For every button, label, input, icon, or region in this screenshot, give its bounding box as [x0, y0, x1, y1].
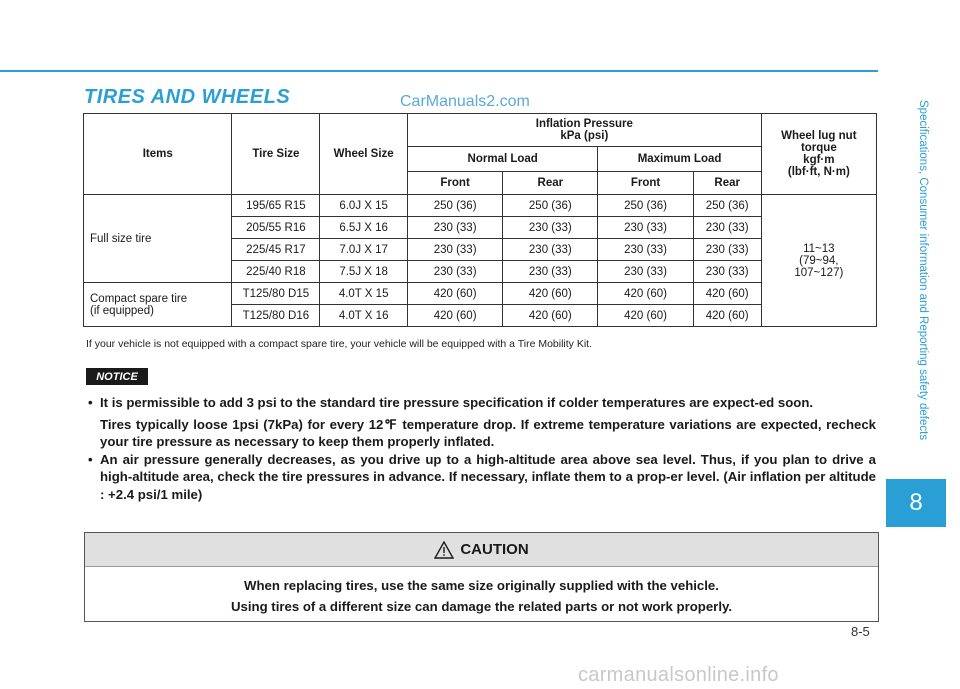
header-inflation: [407, 114, 761, 147]
max-rear-cell: 420 (60): [693, 305, 761, 327]
header-items: Items: [84, 114, 232, 195]
notice-list: [86, 394, 876, 503]
table-row: [84, 283, 877, 305]
max-rear-cell: 230 (33): [693, 239, 761, 261]
normal-rear-cell: 420 (60): [503, 305, 598, 327]
full-size-tire-label: Full size tire: [84, 195, 232, 283]
tire-spec-table: [83, 113, 877, 327]
header-max-front: Front: [598, 172, 693, 195]
normal-rear-cell: 230 (33): [503, 261, 598, 283]
max-front-cell: 230 (33): [598, 239, 693, 261]
wheel-size-cell: 4.0T X 16: [320, 305, 408, 327]
header-normal-front: Front: [407, 172, 502, 195]
max-rear-cell: 230 (33): [693, 217, 761, 239]
caution-body: [85, 567, 878, 617]
compact-spare-label-line2: (if equipped): [90, 304, 154, 317]
normal-rear-cell: 230 (33): [503, 239, 598, 261]
wheel-size-cell: 6.0J X 15: [320, 195, 408, 217]
wheel-size-cell: 7.5J X 18: [320, 261, 408, 283]
normal-front-cell: 230 (33): [407, 239, 502, 261]
notice-item-text: It is permissible to add 3 psi to the standard tire pressure specification if colder temperatures are expect-ed soon.: [100, 395, 814, 410]
normal-front-cell: 230 (33): [407, 217, 502, 239]
caution-line-2: Using tires of a different size can damage the related parts or not work properly.: [231, 599, 732, 614]
header-normal-load: Normal Load: [407, 147, 597, 172]
notice-item-subtext: Tires typically loose 1psi (7kPa) for every 12℉ temperature drop. If extreme temperature variations are expected, recheck your tire pressure as necessary to keep them properly inflated.: [100, 416, 876, 449]
caution-title: CAUTION: [460, 541, 529, 558]
section-title: TIRES AND WHEELS: [84, 86, 291, 108]
top-divider: [0, 70, 878, 72]
max-rear-cell: 230 (33): [693, 261, 761, 283]
max-front-cell: 420 (60): [598, 283, 693, 305]
header-normal-rear: Rear: [503, 172, 598, 195]
wheel-size-cell: 4.0T X 15: [320, 283, 408, 305]
notice-label: NOTICE: [86, 368, 148, 385]
tire-size-cell: 225/45 R17: [232, 239, 320, 261]
notice-item-text: An air pressure generally decreases, as you drive up to a high-altitude area above sea level. Thus, if you plan to drive a high-altitude area, check the tire pressures in advance. If necessary, inflate them to a prop-er level. (Air inflation per altitude : +2.4 psi/1 mile): [100, 451, 876, 502]
table-footnote: If your vehicle is not equipped with a compact spare tire, your vehicle will be equipped with a Tire Mobility Kit.: [86, 338, 592, 350]
torque-value-1: 11~13: [803, 242, 835, 255]
caution-header: [85, 533, 878, 567]
tire-size-cell: T125/80 D16: [232, 305, 320, 327]
header-lug-title: Wheel lug nut torque: [781, 130, 857, 154]
wheel-size-cell: 6.5J X 16: [320, 217, 408, 239]
max-rear-cell: 420 (60): [693, 283, 761, 305]
chapter-number-tab[interactable]: 8: [886, 479, 946, 527]
table-row: [84, 195, 877, 217]
warning-triangle-icon: [434, 541, 454, 559]
normal-front-cell: 250 (36): [407, 195, 502, 217]
torque-cell: [761, 195, 876, 327]
tire-size-cell: T125/80 D15: [232, 283, 320, 305]
normal-front-cell: 420 (60): [407, 283, 502, 305]
page-number: 8-5: [851, 624, 870, 639]
header-lug-unit2: (lbf·ft, N·m): [787, 166, 850, 178]
max-front-cell: 250 (36): [598, 195, 693, 217]
torque-value-3: 107~127): [794, 266, 844, 279]
normal-front-cell: 420 (60): [407, 305, 502, 327]
max-front-cell: 420 (60): [598, 305, 693, 327]
header-lug-unit: kgf·m: [803, 154, 835, 166]
tire-size-cell: 225/40 R18: [232, 261, 320, 283]
header-tire-size: Tire Size: [232, 114, 320, 195]
wheel-size-cell: 7.0J X 17: [320, 239, 408, 261]
watermark-top[interactable]: CarManuals2.com: [400, 93, 530, 110]
header-max-rear: Rear: [693, 172, 761, 195]
watermark-bottom[interactable]: carmanualsonline.info: [578, 664, 779, 686]
compact-spare-label: [84, 283, 232, 327]
compact-spare-label-line1: Compact spare tire: [90, 292, 188, 305]
normal-rear-cell: 250 (36): [503, 195, 598, 217]
header-maximum-load: Maximum Load: [598, 147, 761, 172]
caution-box: [84, 532, 879, 622]
notice-item: [86, 394, 876, 451]
normal-rear-cell: 230 (33): [503, 217, 598, 239]
torque-value-2: (79~94,: [799, 254, 839, 267]
tire-size-cell: 195/65 R15: [232, 195, 320, 217]
header-inflation-unit: kPa (psi): [560, 130, 609, 142]
caution-line-1: When replacing tires, use the same size originally supplied with the vehicle.: [244, 578, 719, 593]
notice-item: [86, 451, 876, 504]
max-front-cell: 230 (33): [598, 217, 693, 239]
normal-front-cell: 230 (33): [407, 261, 502, 283]
max-rear-cell: 250 (36): [693, 195, 761, 217]
tire-size-cell: 205/55 R16: [232, 217, 320, 239]
side-chapter-title: Specifications, Consumer information and Reporting safety defects: [917, 99, 929, 441]
header-lug-nut: [761, 114, 876, 195]
max-front-cell: 230 (33): [598, 261, 693, 283]
header-wheel-size: Wheel Size: [320, 114, 408, 195]
normal-rear-cell: 420 (60): [503, 283, 598, 305]
header-inflation-title: Inflation Pressure: [535, 118, 633, 130]
